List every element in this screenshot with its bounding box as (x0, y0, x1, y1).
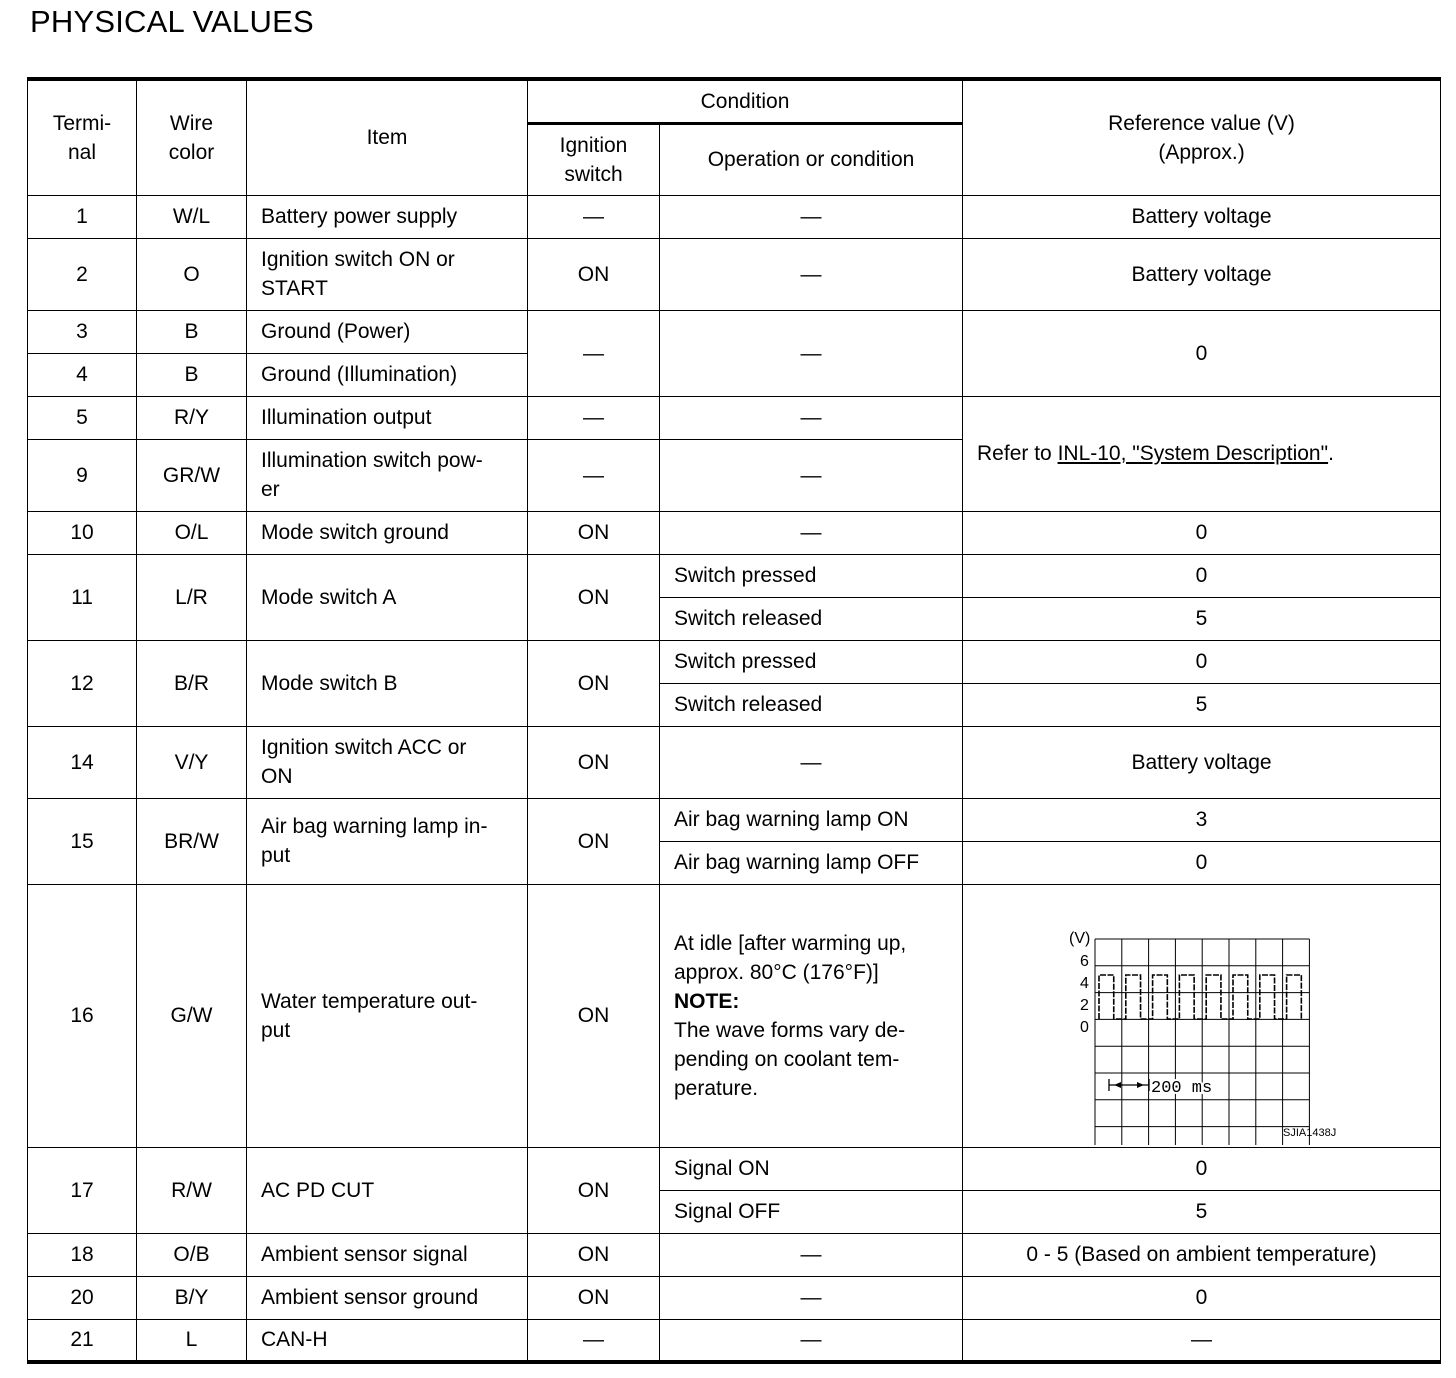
header-ignition-switch: Ignition switch (528, 123, 660, 195)
wire-color-cell: O/L (137, 511, 247, 554)
operation-cell: Air bag warning lamp ON (660, 798, 963, 841)
ignition-cell: ON (528, 238, 660, 310)
ignition-cell: — (528, 439, 660, 511)
reference-cell: 5 (963, 1190, 1441, 1233)
item-cell: Illumination switch pow- er (247, 439, 528, 511)
operation-cell: Signal ON (660, 1147, 963, 1190)
reference-cell: 5 (963, 683, 1441, 726)
figure-code: SJIA1438J (1283, 1126, 1337, 1139)
ignition-cell: ON (528, 1276, 660, 1319)
operation-cell: — (660, 726, 963, 798)
ignition-cell: — (528, 195, 660, 238)
ignition-cell: ON (528, 726, 660, 798)
wire-color-cell: BR/W (137, 798, 247, 884)
operation-cell: — (660, 396, 963, 439)
table-row (28, 1147, 1441, 1190)
page-title: PHYSICAL VALUES (30, 4, 314, 39)
item-cell: AC PD CUT (247, 1147, 528, 1233)
item-cell: Ambient sensor ground (247, 1276, 528, 1319)
wire-color-cell: O/B (137, 1233, 247, 1276)
ignition-cell: ON (528, 554, 660, 640)
operation-cell: Switch pressed (660, 640, 963, 683)
table-row (28, 396, 1441, 439)
square-wave (1099, 975, 1301, 1019)
wire-color-cell: B (137, 353, 247, 396)
reference-cell: 0 (963, 554, 1441, 597)
ignition-cell: ON (528, 1233, 660, 1276)
operation-cell (660, 884, 963, 1147)
operation-idle-text: At idle [after warming up, approx. 80°C (176°F)] (674, 931, 907, 984)
operation-cell: — (660, 1233, 963, 1276)
wire-color-cell: B/Y (137, 1276, 247, 1319)
operation-cell: — (660, 238, 963, 310)
ignition-cell: ON (528, 1147, 660, 1233)
table-row (28, 640, 1441, 683)
waveform-svg (963, 887, 1440, 1145)
terminal-cell: 21 (28, 1319, 137, 1362)
item-cell: Battery power supply (247, 195, 528, 238)
reference-cell: Battery voltage (963, 726, 1441, 798)
wire-color-cell: G/W (137, 884, 247, 1147)
physical-values-table (27, 77, 1441, 1364)
item-cell: Mode switch A (247, 554, 528, 640)
table-row (28, 310, 1441, 353)
wire-color-cell: O (137, 238, 247, 310)
ignition-cell: ON (528, 511, 660, 554)
terminal-cell: 3 (28, 310, 137, 353)
table-row (28, 884, 1441, 1147)
table-row (28, 554, 1441, 597)
terminal-cell: 18 (28, 1233, 137, 1276)
wire-color-cell: W/L (137, 195, 247, 238)
header-reference-value: Reference value (V) (Approx.) (963, 79, 1441, 195)
reference-cell: 3 (963, 798, 1441, 841)
operation-cell: — (660, 310, 963, 396)
wire-color-cell: V/Y (137, 726, 247, 798)
item-cell: Mode switch B (247, 640, 528, 726)
terminal-cell: 16 (28, 884, 137, 1147)
reference-cell: 0 (963, 1276, 1441, 1319)
terminal-cell: 14 (28, 726, 137, 798)
item-cell: Water temperature out- put (247, 884, 528, 1147)
item-cell: Ignition switch ACC or ON (247, 726, 528, 798)
time-scale-label: 200 ms (1151, 1078, 1213, 1098)
table-row (28, 726, 1441, 798)
y-tick-label: 6 (1080, 952, 1089, 970)
note-text: The wave forms vary de- pending on coolant tem- perature. (674, 1018, 906, 1100)
item-cell: Ground (Power) (247, 310, 528, 353)
reference-link-inl-10[interactable]: INL-10, "System Description" (1057, 442, 1329, 465)
waveform-figure (963, 887, 1440, 1145)
terminal-cell: 15 (28, 798, 137, 884)
operation-cell: Signal OFF (660, 1190, 963, 1233)
terminal-cell: 10 (28, 511, 137, 554)
terminal-cell: 1 (28, 195, 137, 238)
y-tick-label: 4 (1080, 974, 1089, 992)
item-cell: Ambient sensor signal (247, 1233, 528, 1276)
terminal-cell: 12 (28, 640, 137, 726)
wire-color-cell: L (137, 1319, 247, 1362)
item-cell: Ground (Illumination) (247, 353, 528, 396)
terminal-cell: 5 (28, 396, 137, 439)
reference-cell: 0 (963, 1147, 1441, 1190)
reference-cell (963, 396, 1441, 511)
reference-cell (963, 884, 1441, 1147)
table-row (28, 511, 1441, 554)
reference-cell: 0 (963, 511, 1441, 554)
operation-cell: — (660, 439, 963, 511)
y-tick-label: 2 (1080, 996, 1089, 1014)
item-cell: Mode switch ground (247, 511, 528, 554)
reference-cell: Battery voltage (963, 195, 1441, 238)
terminal-cell: 11 (28, 554, 137, 640)
table-row (28, 1276, 1441, 1319)
operation-cell: — (660, 511, 963, 554)
time-scale-marker (1109, 1079, 1149, 1091)
reference-suffix: . (1328, 442, 1334, 465)
ignition-cell: — (528, 1319, 660, 1362)
reference-cell: 0 - 5 (Based on ambient temperature) (963, 1233, 1441, 1276)
wire-color-cell: R/W (137, 1147, 247, 1233)
y-tick-label: 0 (1080, 1018, 1089, 1036)
ignition-cell: ON (528, 640, 660, 726)
item-cell: CAN-H (247, 1319, 528, 1362)
operation-cell: — (660, 1319, 963, 1362)
operation-cell: Switch released (660, 683, 963, 726)
reference-cell: — (963, 1319, 1441, 1362)
ignition-cell: — (528, 396, 660, 439)
header-operation-condition: Operation or condition (660, 123, 963, 195)
item-cell: Ignition switch ON or START (247, 238, 528, 310)
terminal-cell: 2 (28, 238, 137, 310)
header-wire-color: Wire color (137, 79, 247, 195)
operation-cell: Switch pressed (660, 554, 963, 597)
wire-color-cell: B (137, 310, 247, 353)
wire-color-cell: R/Y (137, 396, 247, 439)
ignition-cell: — (528, 310, 660, 396)
wire-color-cell: B/R (137, 640, 247, 726)
wire-color-cell: L/R (137, 554, 247, 640)
item-cell: Illumination output (247, 396, 528, 439)
reference-cell: 0 (963, 841, 1441, 884)
item-cell: Air bag warning lamp in- put (247, 798, 528, 884)
reference-cell: 0 (963, 310, 1441, 396)
terminal-cell: 20 (28, 1276, 137, 1319)
ignition-cell: ON (528, 798, 660, 884)
table-row (28, 798, 1441, 841)
terminal-cell: 4 (28, 353, 137, 396)
reference-cell: 0 (963, 640, 1441, 683)
header-item: Item (247, 79, 528, 195)
table-row (28, 1233, 1441, 1276)
operation-cell: Switch released (660, 597, 963, 640)
header-condition: Condition (528, 79, 963, 123)
reference-cell: 5 (963, 597, 1441, 640)
terminal-cell: 17 (28, 1147, 137, 1233)
y-unit-label: (V) (1069, 929, 1091, 947)
table-row (28, 1319, 1441, 1362)
operation-cell: — (660, 195, 963, 238)
table-row (28, 238, 1441, 310)
terminal-cell: 9 (28, 439, 137, 511)
ignition-cell: ON (528, 884, 660, 1147)
reference-cell: Battery voltage (963, 238, 1441, 310)
operation-cell: Air bag warning lamp OFF (660, 841, 963, 884)
note-label: NOTE: (674, 989, 740, 1013)
table-row (28, 195, 1441, 238)
reference-prefix: Refer to (977, 442, 1058, 465)
wire-color-cell: GR/W (137, 439, 247, 511)
header-terminal: Termi- nal (28, 79, 137, 195)
operation-cell: — (660, 1276, 963, 1319)
